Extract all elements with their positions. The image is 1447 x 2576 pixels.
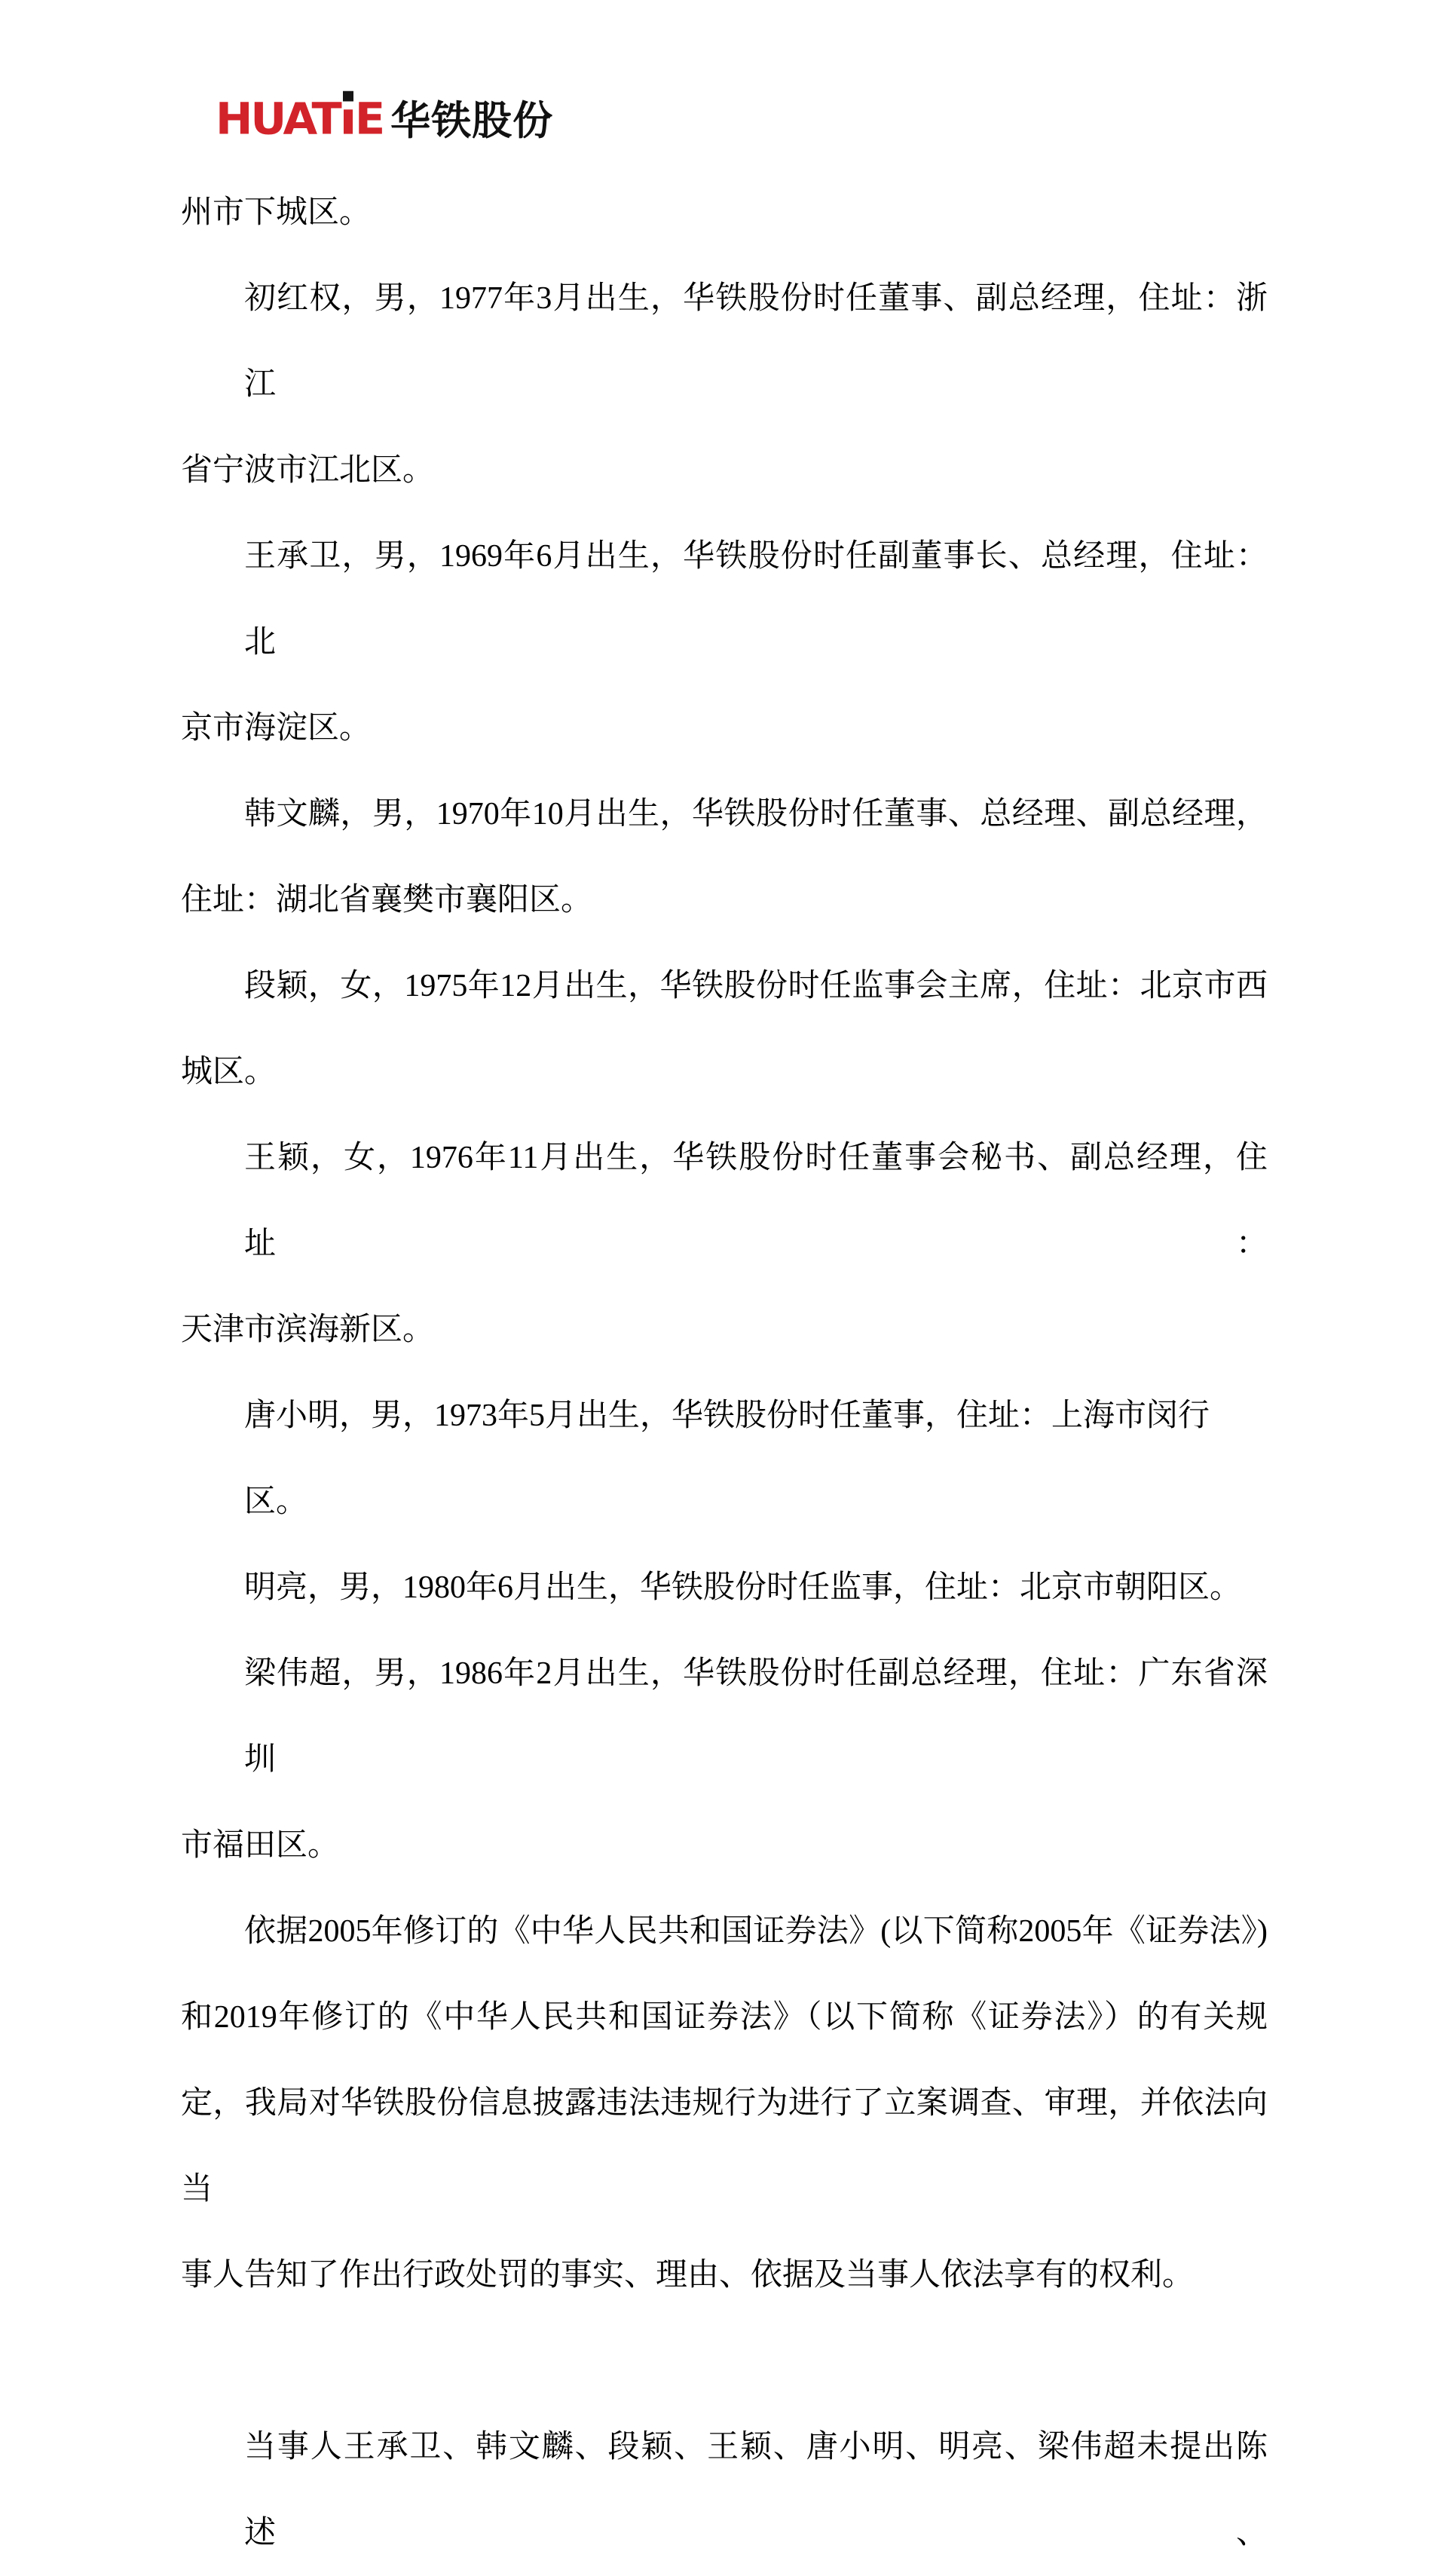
document-line: 王承卫，男，1969年6月出生，华铁股份时任副董事长、总经理，住址：北 [244, 539, 1268, 660]
document-line: 天津市滨海新区。 [181, 1313, 435, 1347]
logo-i-dot [343, 91, 353, 102]
document-line: 唐小明，男，1973年5月出生，华铁股份时任董事，住址：上海市闵行区。 [244, 1398, 1210, 1519]
document-line: 和2019年修订的《中华人民共和国证券法》（以下简称《证券法》）的有关规 [181, 2000, 1268, 2035]
document-line: 韩文麟，男，1970年10月出生，华铁股份时任董事、总经理、副总经理， [244, 797, 1268, 832]
logo-i-stem [344, 109, 353, 133]
logo-letter-i [343, 102, 353, 133]
logo-wordmark-latin [216, 93, 384, 145]
document-line: 依据2005年修订的《中华人民共和国证券法》(以下简称2005年《证券法》) [244, 1914, 1268, 1949]
document-line: 明亮，男，1980年6月出生，华铁股份时任监事，住址：北京市朝阳区。 [244, 1570, 1242, 1605]
document-line: 梁伟超，男，1986年2月出生，华铁股份时任副总经理，住址：广东省深圳 [244, 1656, 1268, 1777]
document-line: 住址：湖北省襄樊市襄阳区。 [181, 883, 593, 917]
document-line: 市福田区。 [181, 1828, 340, 1863]
huatie-logo [216, 93, 554, 145]
document-line: 王颖，女，1976年11月出生，华铁股份时任董事会秘书、副总经理，住址： [244, 1141, 1268, 1261]
document-line: 京市海淀区。 [181, 711, 372, 746]
document-line: 省宁波市江北区。 [181, 453, 435, 488]
document-line: 州市下城区。 [181, 195, 372, 230]
document-body [181, 170, 1268, 2576]
document-line: 事人告知了作出行政处罚的事实、理由、依据及当事人依法享有的权利。 [181, 2258, 1195, 2293]
logo-letter-e: E [354, 93, 384, 145]
logo-wordmark-cjk: 华铁股份 [390, 98, 554, 144]
logo-letters-huat: HUAT [216, 93, 340, 145]
document-line: 当事人王承卫、韩文麟、段颖、王颖、唐小明、明亮、梁伟超未提出陈述、 [244, 2430, 1268, 2550]
document-line: 初红权，男，1977年3月出生，华铁股份时任董事、副总经理，住址：浙江 [244, 281, 1268, 402]
document-line: 段颖，女，1975年12月出生，华铁股份时任监事会主席，住址：北京市西 [244, 969, 1268, 1003]
document-line: 定，我局对华铁股份信息披露违法违规行为进行了立案调查、审理，并依法向当 [181, 2086, 1268, 2207]
document-line: 城区。 [181, 1055, 277, 1089]
